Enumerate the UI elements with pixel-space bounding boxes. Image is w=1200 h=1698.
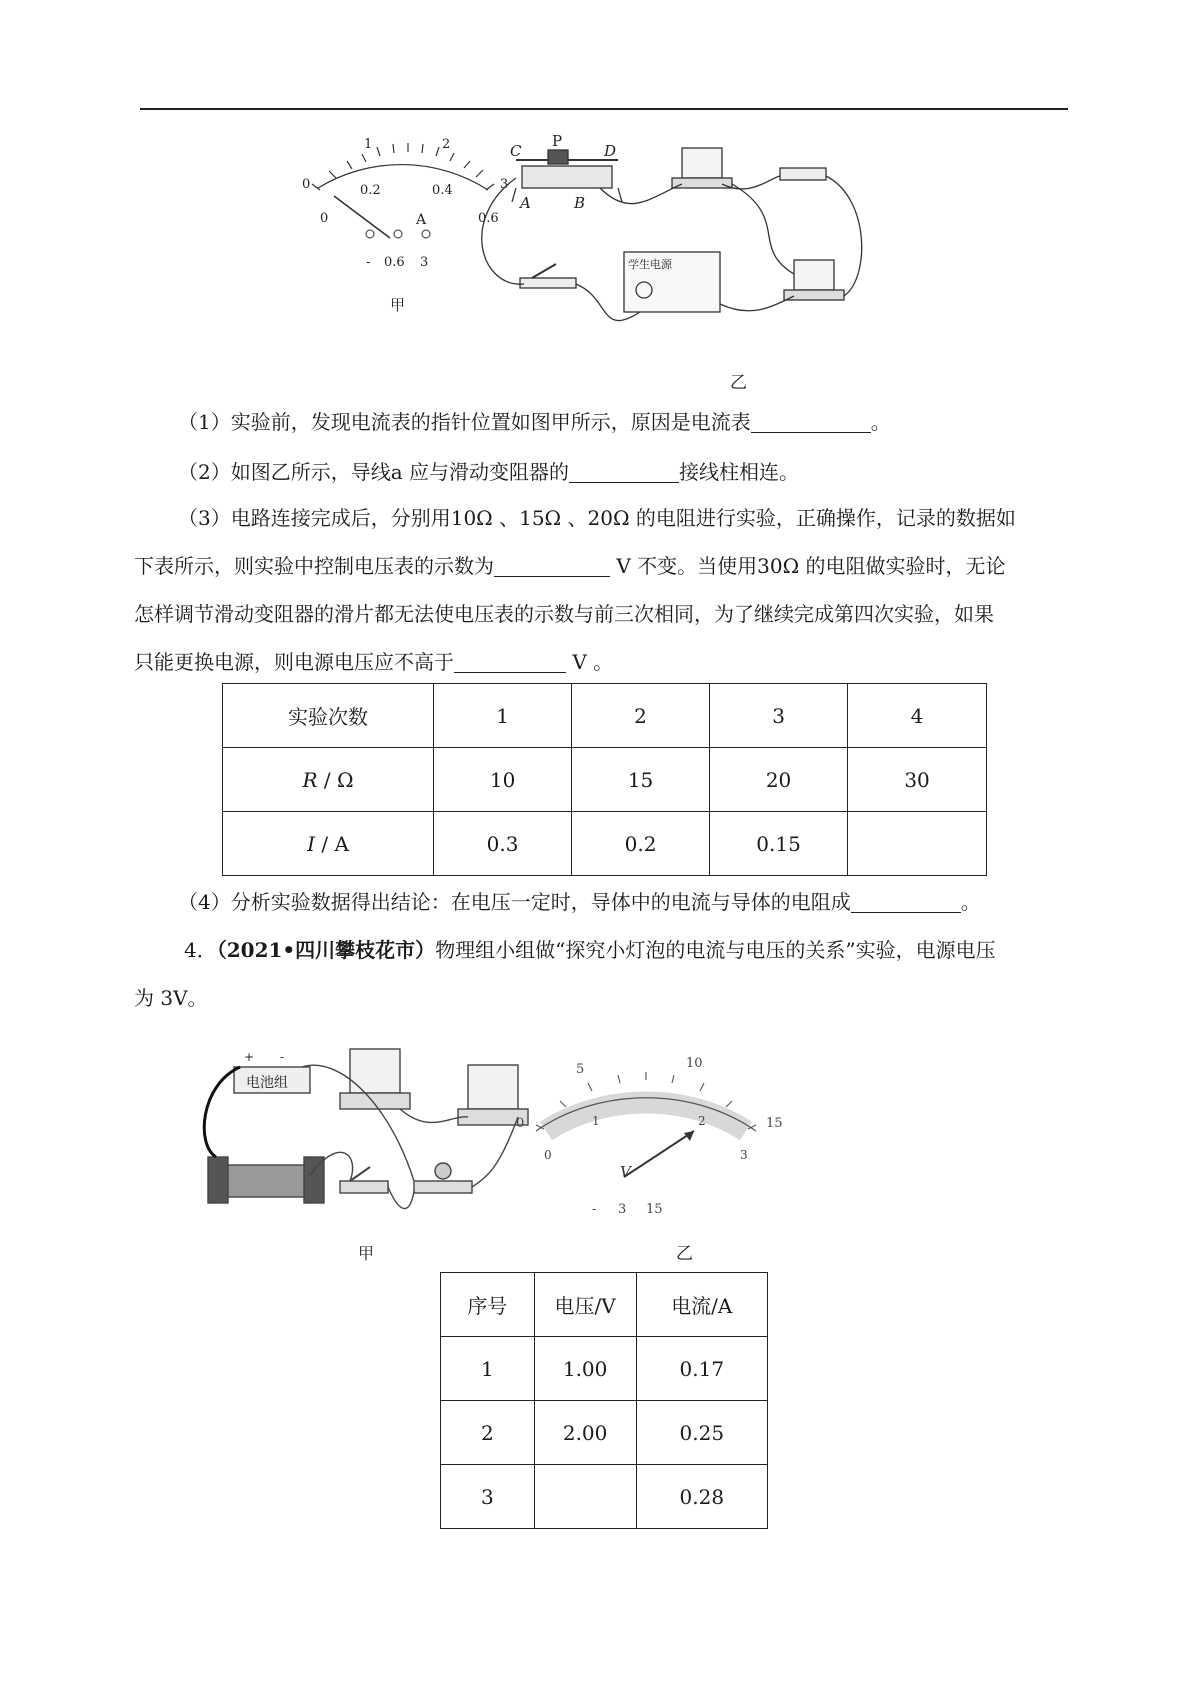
table1-header-2: 2 — [572, 684, 710, 748]
battery-terminal-pos: + — [244, 1050, 255, 1064]
table-row — [223, 748, 987, 812]
voltmeter-terminal-3: 3 — [618, 1202, 627, 1217]
table2-r2-voltage: 2.00 — [534, 1401, 636, 1465]
voltmeter-lower-2: 2 — [698, 1114, 706, 1128]
table1-header-0: 实验次数 — [223, 684, 434, 748]
voltmeter-lower-1: 1 — [592, 1114, 600, 1128]
circuit-photo — [204, 1049, 528, 1209]
voltmeter-upper-5: 5 — [576, 1062, 585, 1077]
voltmeter-terminal-15: 15 — [646, 1202, 663, 1217]
table1-i-3: 0.15 — [710, 812, 848, 876]
table2-r3-voltage[interactable] — [534, 1465, 636, 1529]
ammeter-lower-0: 0 — [320, 211, 329, 226]
figure-ammeter-and-circuit — [302, 132, 970, 398]
ammeter-lower-0.4: 0.4 — [432, 183, 453, 198]
ammeter-terminal-neg: - — [366, 255, 371, 270]
table1-header-4: 4 — [848, 684, 987, 748]
table1-i-2: 0.2 — [572, 812, 710, 876]
table-row — [441, 1273, 768, 1337]
q3-item2: （2）如图乙所示，导线a 应与滑动变阻器的 接线柱相连。 — [178, 460, 800, 484]
q3-item3-line2: 下表所示，则实验中控制电压表的示数为 V 不变。当使用30Ω 的电阻做实验时，无论 — [134, 554, 1006, 578]
q3-item4: （4）分析实验数据得出结论：在电压一定时，导体中的电流与导体的电阻成 。 — [178, 890, 981, 914]
q3-item1-blank[interactable] — [751, 412, 871, 433]
table-row — [441, 1401, 768, 1465]
ammeter-upper-3: 3 — [500, 177, 509, 192]
table1-header-3: 3 — [710, 684, 848, 748]
table2-header-2: 电流/A — [636, 1273, 767, 1337]
figure-circuit-and-voltmeter — [200, 1045, 800, 1265]
q4-number: 4． — [184, 938, 217, 962]
ammeter-upper-1: 1 — [364, 137, 373, 152]
ammeter-upper-0: 0 — [302, 177, 311, 192]
ammeter-dial — [312, 143, 494, 238]
voltmeter-lower-0: 0 — [544, 1148, 552, 1162]
rheostat-label-A: A — [520, 194, 531, 212]
table1-r-4: 30 — [848, 748, 987, 812]
table2-r2-index: 2 — [441, 1401, 535, 1465]
table1-r-1: 10 — [434, 748, 572, 812]
figure-caption-jia-top: 甲 — [390, 296, 406, 314]
table2-r2-current: 0.25 — [636, 1401, 767, 1465]
voltmeter-upper-15: 15 — [766, 1116, 783, 1131]
table1-i-1: 0.3 — [434, 812, 572, 876]
table1-header-1: 1 — [434, 684, 572, 748]
table1-row-i-label: I / A — [223, 812, 434, 876]
figure-caption-jia-bottom: 甲 — [358, 1244, 375, 1263]
table-experiment-data — [222, 683, 987, 876]
table2-header-1: 电压/V — [534, 1273, 636, 1337]
figure-caption-yi-top: 乙 — [730, 373, 747, 393]
ammeter-lower-0.2: 0.2 — [360, 183, 381, 198]
ammeter-upper-2: 2 — [442, 137, 451, 152]
table2-r1-current: 0.17 — [636, 1337, 767, 1401]
ammeter-terminal-0.6: 0.6 — [384, 255, 405, 270]
q3-item3-source-blank[interactable] — [454, 652, 566, 673]
table-row — [223, 684, 987, 748]
battery-label: 电池组 — [246, 1075, 288, 1091]
voltmeter-upper-0: 0 — [516, 1116, 525, 1131]
q4-source: （2021•四川攀枝花市） — [216, 938, 436, 962]
voltmeter-terminal-neg: - — [592, 1202, 597, 1217]
q3-item3-line1: （3）电路连接完成后，分别用10Ω 、15Ω 、20Ω 的电阻进行实验，正确操作，记录的数据如 — [178, 506, 1016, 530]
table2-r3-index: 3 — [441, 1465, 535, 1529]
voltmeter-upper-10: 10 — [686, 1056, 703, 1071]
q3-item1: （1）实验前，发现电流表的指针位置如图甲所示，原因是电流表 。 — [178, 410, 891, 434]
table2-r1-voltage: 1.00 — [534, 1337, 636, 1401]
q3-item3-line4: 只能更换电源，则电源电压应不高于 V 。 — [134, 650, 614, 674]
q4-line1: 4．（2021•四川攀枝花市）物理组小组做“探究小灯泡的电流与电压的关系”实验，电源电压 — [184, 938, 996, 962]
figure-caption-yi-bottom: 乙 — [676, 1244, 693, 1264]
table-bulb-data — [440, 1272, 768, 1529]
table1-r-3: 20 — [710, 748, 848, 812]
q3-item2-blank[interactable] — [569, 462, 679, 483]
q3-item3-voltage-blank[interactable] — [494, 556, 610, 577]
table1-i-4[interactable] — [848, 812, 987, 876]
table-row — [441, 1337, 768, 1401]
voltmeter-dial — [536, 1072, 756, 1177]
header-rule — [140, 108, 1068, 110]
table-row — [441, 1465, 768, 1529]
ammeter-lower-0.6: 0.6 — [478, 211, 499, 226]
rheostat-label-D: D — [604, 142, 617, 160]
table2-header-0: 序号 — [441, 1273, 535, 1337]
q3-item3-line3: 怎样调节滑动变阻器的滑片都无法使电压表的示数与前三次相同，为了继续完成第四次实验，如果 — [134, 602, 994, 626]
table-row — [223, 812, 987, 876]
circuit-diagram — [482, 148, 862, 321]
ammeter-unit: A — [416, 212, 427, 228]
q3-item4-blank[interactable] — [851, 892, 961, 913]
q4-line2: 为 3V。 — [134, 986, 208, 1010]
rheostat-label-C: C — [510, 142, 522, 160]
battery-terminal-neg: - — [280, 1050, 285, 1064]
table2-r3-current: 0.28 — [636, 1465, 767, 1529]
rheostat-label-B: B — [574, 194, 586, 212]
table2-r1-index: 1 — [441, 1337, 535, 1401]
voltmeter-unit: V — [620, 1163, 631, 1181]
ammeter-terminal-3: 3 — [420, 255, 429, 270]
table1-row-r-label: R / Ω — [223, 748, 434, 812]
rheostat-label-P: P — [552, 132, 563, 150]
table1-r-2: 15 — [572, 748, 710, 812]
voltmeter-lower-3: 3 — [740, 1148, 748, 1162]
power-supply-label: 学生电源 — [628, 258, 672, 271]
